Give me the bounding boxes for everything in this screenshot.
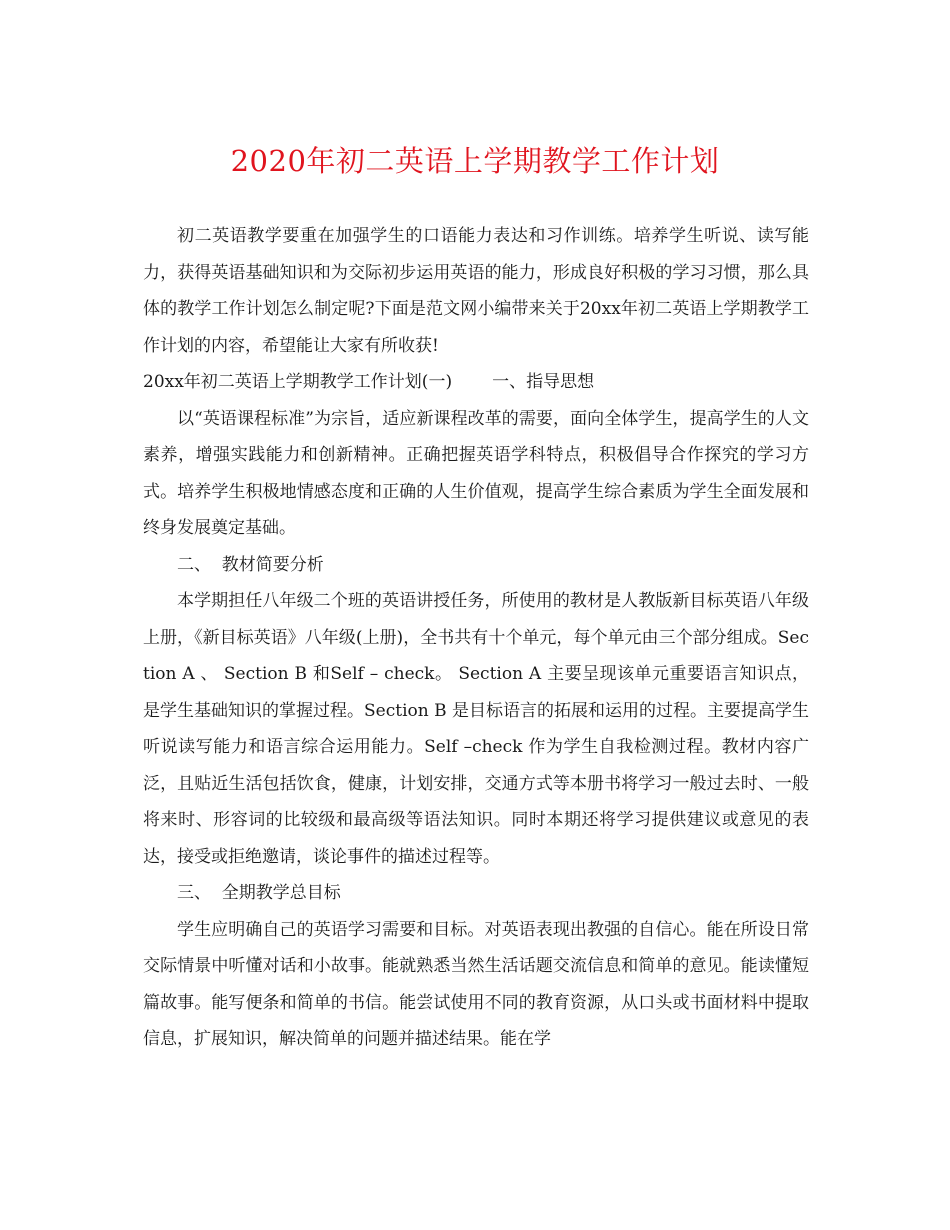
- plan-title-line: [143, 364, 809, 401]
- section3-paragraph: 学生应明确自己的英语学习需要和目标。对英语表现出教强的自信心。能在所设日常交际情景中听懂对话和小故事。能就熟悉当然生活话题交流信息和简单的意见。能读懂短篇故事。能写便条和简单的书信。能尝试使用不同的教育资源，从口头或书面材料中提取信息，扩展知识，解决简单的问题并描述结果。能在学: [143, 919, 809, 1049]
- section2-paragraph: 本学期担任八年级二个班的英语讲授任务，所使用的教材是人教版新目标英语八年级上册，《新目标英语》八年级(上册)，全书共有十个单元，每个单元由三个部分组成。Section A 、 Section B 和Self – check。 Section A 主要呈现该单元重要语言知识点，是学生基础知识的掌握过程。Section B 是目标语言的拓展和运用的过程。主要提高学生听说读写能力和语言综合运用能力。Self –check 作为学生自我检测过程。教材内容广泛，且贴近生活包括饮食，健康，计划安排，交通方式等本册书将学习一般过去时、一般将来时、形容词的比较级和最高级等语法知识。同时本期还将学习提供建议或意见的表达，接受或拒绝邀请，谈论事件的描述过程等。: [143, 591, 809, 867]
- section3-heading: 三、 全期教学总目标: [177, 883, 341, 903]
- section2-heading: 二、 教材简要分析: [177, 554, 324, 575]
- plan-title: 20xx年初二英语上学期教学工作计划(一): [143, 372, 453, 392]
- section1-paragraph: 以“英语课程标准”为宗旨，适应新课程改革的需要，面向全体学生，提高学生的人文素养，增强实践能力和创新精神。正确把握英语学科特点，积极倡导合作探究的学习方式。培养学生积极地情感态度和正确的人生价值观，提高学生综合素质为学生全面发展和终身发展奠定基础。: [143, 408, 809, 538]
- document-body: [143, 218, 809, 1058]
- document-title: 2020年初二英语上学期教学工作计划: [230, 144, 720, 178]
- section1-heading: 一、指导思想: [492, 372, 595, 392]
- intro-paragraph: 初二英语教学要重在加强学生的口语能力表达和习作训练。培养学生听说、读写能力，获得英语基础知识和为交际初步运用英语的能力，形成良好积极的学习习惯，那么具体的教学工作计划怎么制定呢?下面是范文网小编带来关于20xx年初二英语上学期教学工作计划的内容，希望能让大家有所收获!: [143, 226, 809, 356]
